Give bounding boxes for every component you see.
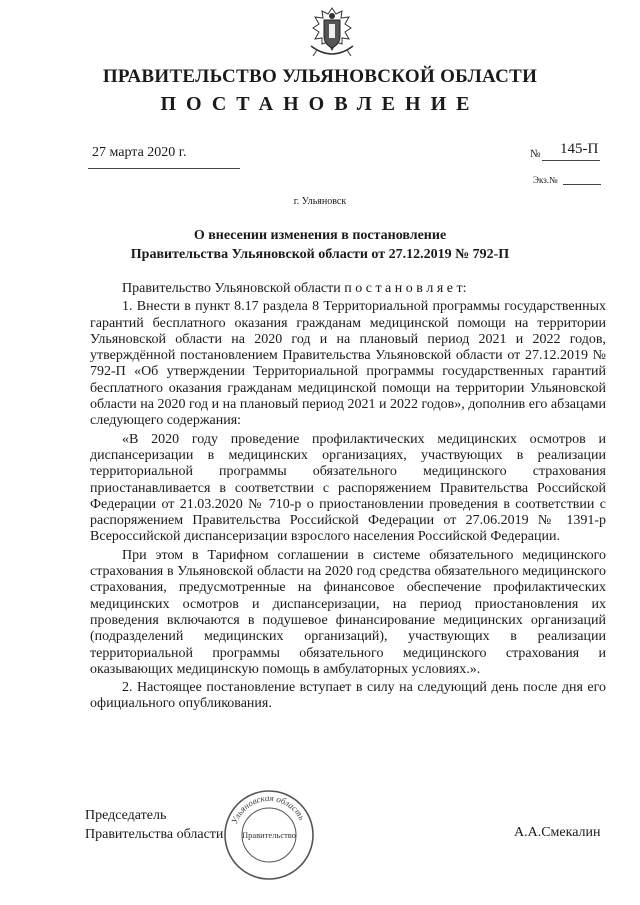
- heading-line-1: О внесении изменения в постановление: [193, 228, 447, 243]
- document-heading: [0, 226, 640, 264]
- government-title: ПРАВИТЕЛЬСТВО УЛЬЯНОВСКОЙ ОБЛАСТИ: [102, 66, 538, 87]
- date-underline: [88, 168, 240, 169]
- heading-line-2: Правительства Ульяновской области от 27.12.2019 № 792-П: [130, 247, 510, 262]
- copy-number-label: Экз.№: [533, 175, 558, 185]
- copy-number-underline: [563, 184, 601, 185]
- paragraph-quote-2: При этом в Тарифном соглашении в системе обязательного медицинского страхования в Ульяновской области на 2020 год средства обязательного медицинского страхования, предусмотренные на финансовое обеспечение профилактических медицинских осмотров и диспансеризации, на период приостановления их проведения включаются в подушевое финансирование медицинских организаций (подразделений медицинских организаций), участвующих в реализации территориальной программы обязательного медицинского страхования и оказывающих медицинскую помощь в амбулаторных условиях.».: [90, 547, 606, 677]
- paragraph-preamble: Правительство Ульяновской области п о с т а н о в л я е т:: [122, 281, 467, 296]
- decree-number: 145-П: [560, 141, 599, 157]
- official-stamp: [222, 788, 316, 882]
- signatory-position: [85, 806, 223, 844]
- paragraph-item-2: 2. Настоящее постановление вступает в силу на следующий день после дня его официального опубликования.: [90, 680, 606, 712]
- paragraph-item-1: 1. Внести в пункт 8.17 раздела 8 Территориальной программы государственных гарантий бесплатного оказания гражданам медицинской помощи на территории Ульяновской области на 2020 год и на плановый период 2021 и 2022 годов, утверждённой постановлением Правительства Ульяновской области от 27.12.2019 № 792-П «Об утверждении Территориальной программы государственных гарантий бесплатного оказания гражданам медицинской помощи на территории Ульяновской области на 2020 год и на плановый период 2021 и 2022 годов», дополнив его абзацами следующего содержания:: [90, 299, 606, 429]
- paragraph-quote-1: «В 2020 году проведение профилактических медицинских осмотров и диспансеризации в медицинских организациях, участвующих в реализации территориальной программы обязательного медицинского страхования приостанавливается в соответствии с распоряжением Правительства Российской Федерации от 21.03.2020 № 710-р о приостановлении проведения в соответствии с распоряжением Правительства Российской Федерации от 27.06.2019 № 1391-р Всероссийской диспансеризации взрослого населения Российской Федерации.: [90, 431, 606, 545]
- coat-of-arms-emblem: [305, 6, 359, 62]
- city-label: г. Ульяновск: [293, 196, 347, 207]
- svg-text:Ульяновская область: [229, 793, 307, 825]
- signatory-name: А.А.Смекалин: [514, 825, 601, 840]
- number-underline: [542, 160, 600, 161]
- stamp-center-text: Правительство: [241, 830, 297, 840]
- position-line-1: Председатель: [85, 808, 167, 823]
- position-line-2: Правительства области: [85, 827, 224, 842]
- stamp-ring-text: Ульяновская область: [229, 792, 308, 826]
- document-body: [90, 281, 606, 713]
- decree-date: 27 марта 2020 г.: [92, 145, 187, 160]
- document-type: ПОСТАНОВЛЕНИЕ: [160, 93, 480, 115]
- number-sign: №: [530, 148, 541, 160]
